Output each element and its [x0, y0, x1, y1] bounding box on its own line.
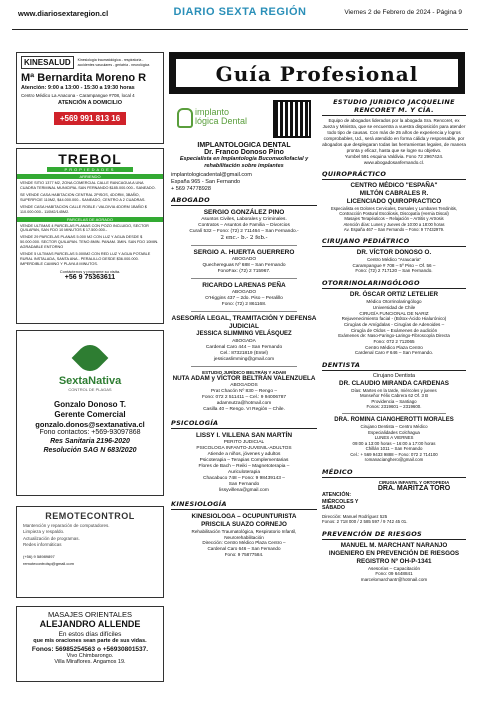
lawyer3-t2: O'Higgins 437 – 2do. Piso – Peralillo: [205, 296, 283, 302]
divider: [342, 413, 446, 414]
lawyer3-name: RICARDO LARENAS PEÑA: [202, 281, 286, 289]
lawyer5-t2: Prat Chacón Nº 830 – Rengo –: [210, 389, 278, 395]
remote-item-3: Actualización de programas.: [23, 535, 80, 541]
otorrino-l6: Cirugía de Oídos – Exámenes de audición: [350, 327, 438, 333]
lawyer4-head: ASESORÍA LEGAL, TRAMITACIÓN Y DEFENSA JUDICIAL: [171, 315, 317, 331]
ad-remotecontrol: [16, 506, 164, 598]
estudio-web[interactable]: www.abogadosanfernando.cl.: [363, 159, 425, 165]
newspaper-title: DIARIO SEXTA REGIÓN: [173, 6, 307, 18]
trebol-listing-4: VENDE ULTIMAS 4 PARCELAS PLANAS CON POZO INCLUIDO, SECTOR QUILAPAN, SAN FDO 10 MINUTOS $ 17.500.000.-: [20, 223, 149, 233]
sextanativa-email[interactable]: gonzalo.donos@sextanativa.cl: [35, 420, 145, 429]
kine-l1: Rehabilitación Traumatológica, Respiratorio Infantil,: [191, 528, 297, 534]
section-prevencion: PREVENCIÓN DE RIESGOS: [322, 530, 466, 540]
implanto-logo: implanto lógica Dental: [195, 107, 248, 127]
lawyer2-t1: ABOGADO: [231, 256, 257, 262]
sextanativa-subtitle: CONTROL DE PLAGAS: [68, 387, 112, 392]
lawyer3-t1: ABOGADO: [231, 290, 257, 296]
dentista2-name: DRA. ROMINA CIANGHEROTTI MORALES: [334, 416, 454, 423]
trebol-subtitle: PROPIEDADES: [47, 167, 133, 172]
lawyer5-name: NUTA ADAM y VÍCTOR BELTRÁN VALENZUELA: [172, 375, 316, 383]
trebol-phone[interactable]: +56 9 75363611: [64, 273, 116, 281]
prev-title: INGENIERO EN PREVENCIÓN DE RIESGOS: [328, 549, 460, 557]
otorrino-l3: CIRUGÍA FUNCIONAL DE NARIZ: [359, 310, 429, 316]
ad-masajes: [16, 606, 164, 682]
masajes-place: Vivo Chimbarongo.: [66, 653, 114, 659]
trebol-strip-arriendo: ARRIENDO: [17, 174, 163, 179]
ad-kinesalud: [16, 52, 164, 144]
psico-l1: PERITO JUDICIAL: [223, 440, 265, 446]
quiro-name3: LICENCIADO QUIROPRACTICO: [346, 198, 442, 205]
trebol-listing-3: VENDE CASA HABITACION CALLE ROBLE / VALDIVIA 4DORM 1BAÑO $ 110.000.000.- 110M2/145M2.: [20, 204, 147, 214]
pedi-l1: Centro Médico "Araucaria": [366, 256, 422, 262]
otorrino-l10: Cardenal Caro # 646 – San Fernando.: [354, 350, 434, 356]
quiro-name: CENTRO MÉDICO "ESPAÑA": [350, 182, 438, 190]
kinesalud-name: Mª Bernardita Moreno R: [21, 72, 147, 84]
medico-tag: CIRUGIA INFANTIL Y ORTOPEDIA: [378, 479, 450, 485]
estudio-address: Yumbel 591 esquina Valdivia. Fono 72 2967424.: [344, 153, 444, 159]
kinesalud-address: Centro Médico La Anacona - Carampangue #708, local 4: [21, 92, 135, 98]
trebol-listing-2: SE VENDE CASA HABITACION CENTRAL 2PISOS, 4DORM, 3BAÑO, SUPERFICIE 110M2, $44.000.000.- SANEADO, CENTRO A 2 CUADRAS.: [20, 192, 146, 202]
masajes-line1: En estos días difíciles: [58, 631, 122, 638]
lawyer1-t4: 2 enc.- b.- 2 feb.-: [220, 234, 268, 241]
sextanativa-role: Gerente Comercial: [54, 410, 126, 419]
lawyer1-t2: Contratos – Asuntos de Familia – Divorcios: [198, 223, 290, 229]
section-medico: MÉDICO: [322, 468, 466, 478]
lawyer2-name: SERGIO A. HUERTA GUERRERO: [193, 248, 295, 256]
sextanativa-name: Gonzalo Donoso T.: [54, 400, 126, 409]
page-header: [12, 4, 468, 30]
dentista-l4: Fonos: 2319601 – 2319600.: [366, 404, 422, 410]
implanto-title: IMPLANTOLOGICA DENTAL: [197, 142, 291, 149]
lawyer4-email[interactable]: jessicaslimming@gmail.com: [213, 356, 275, 362]
prev-email[interactable]: marcelomarchantr@hotmail.com: [360, 577, 428, 582]
implanto-spec: Especialista en Implantología Bucomaxilofacial y rehabilitación sobre implantes: [179, 156, 309, 170]
guia-title: Guía Profesional: [176, 59, 458, 87]
lawyer4-name: JESSICA SLIMMING VELÁSQUEZ: [196, 331, 292, 338]
lawyer5-email[interactable]: adamnutza@hotmail.com: [216, 401, 272, 407]
psico-l5: Flores de Bach – Reiki – Magnetoterapia –: [198, 464, 290, 470]
quiro-name2: MILTÓN CABRALES R.: [359, 190, 429, 198]
masajes-title: MASAJES ORIENTALES: [47, 610, 133, 619]
pedi-l2: Carampangue # 708 – 5º Piso – Of. 56 –: [352, 262, 436, 268]
prev-name: MANUEL M. MARCHANT NARANJO: [340, 541, 448, 549]
kinesalud-hours: Atención: 9:00 a 13:00 - 15:30 a 19:30 horas: [21, 85, 135, 91]
section-estudio-juridico: ESTUDIO JURIDICO JACQUELINE RENCORET M. Y CÍA.: [322, 98, 466, 116]
lawyer1-name: SERGIO GONZÁLEZ PINO: [203, 208, 285, 216]
dentista-l2: Monseñor Félix Cabrera 62 Of. 3 B: [359, 393, 429, 399]
prev-l2: Fono: 09 6448841: [375, 571, 413, 577]
lawyer5-t1: ABOGADOS: [230, 383, 258, 389]
kine-l3: Dirección: Centro Médico Plaza Centro –: [202, 540, 286, 546]
lawyer4-t2: Cardenal Caro 444 – San Fernando: [205, 344, 283, 350]
psico-l2: PSICOLOGA INFANTO-JUVENIL-ADULTOS: [196, 446, 292, 452]
site-url[interactable]: www.diariosextaregion.cl: [18, 9, 109, 18]
trebol-strip-parcelas: PARCELAS DE AGRADO: [17, 217, 163, 222]
masajes-name: ALEJANDRO ALLENDE: [39, 619, 141, 629]
dentista-l3: Providencia – Santiago: [371, 398, 417, 404]
kine-l4: Cardenal Caro 646 – San Fernando: [207, 546, 281, 552]
ad-sextanativa: [16, 330, 164, 496]
lawyer4-t1: ABOGADA: [232, 338, 256, 344]
kinesalud-logo: KINESALUD: [21, 56, 74, 69]
section-psicologia: PSICOLOGÍA: [171, 419, 317, 429]
section-dentista: DENTISTA: [322, 361, 466, 371]
quiro-l4: Av. España 467 – San Fernando – Fono: 9 77432979.: [343, 226, 445, 232]
prev-l1: Asesorías – Capacitación: [367, 565, 421, 571]
remotecontrol-phone[interactable]: (+56) 9 58989897: [23, 554, 55, 560]
lawyer4-t3: Cel.: 87321819 (Entel): [220, 350, 268, 356]
dentista-l1: Días: Martes en la tarde, miércoles y jueves: [351, 387, 437, 393]
divider: [191, 366, 297, 367]
implanto-address: España 965 - San Fernando: [171, 179, 241, 186]
trebol-listing-6: VENDE 5 ULTIMAS PARCELAS 5.000M2 CON RED LUZ Y AGUA POTABLE RURAL INSTALADA, SANTA ANA - PERALILLO DESDE $36.000.000. IMPERDIBLE CAMINO Y PLAYA 8 MINUTOS.: [20, 252, 151, 266]
medico-name: DRA. MARITZA TORO: [377, 485, 451, 493]
dentista2-l1: Cirujano Dentista – Centro Médico: [360, 424, 428, 430]
section-abogado: ABOGADO: [171, 196, 317, 206]
sextanativa-logo: SextaNativa: [58, 375, 122, 387]
dentista-name: DR. CLAUDIO MIRANDA CARDENAS: [339, 380, 449, 388]
pedi-l3: Fono: (72) 2 717120 – San Fernando.: [355, 268, 433, 274]
kinesalud-tagline: Kinesiología traumatológica - respiratoria - accidentes vasculares - geriatría - neurológica: [77, 58, 150, 67]
trebol-logo: TREBOL: [58, 151, 122, 167]
kine-l2: Neurorehabilitación: [224, 534, 264, 540]
psico-l7: Chacabuco 748 – Fono: 9 98439143 –: [203, 476, 285, 482]
lawyer5-t3: Fono: 072 2 511411 – Cel.: 9 94006787: [201, 395, 287, 401]
estudio-desc: Equipo de abogados liderados por la abogada Sra. Rencoret, ex Jueza y Ministra, que se encuentra a vuestra disposición para atender todo tipo de causas. Con más de 25 años de experiencia y logros comprobables, Ud., será atendido en forma cálida y responsable, por abogados que desplegaran todas las herramientas legales, de manera pronta y eficaz, hasta que se logre su objetivo.: [322, 118, 466, 153]
otorrino-l8: Fono: 072 2 712065: [373, 338, 415, 344]
lawyer5-head: ESTUDIO JURÍDICO BELTRÁN Y ADAM: [202, 369, 286, 375]
quiro-l3: Atención días: Lunes y Jueves de 10:00 a 18:00 horas: [343, 221, 445, 227]
right-column: [322, 98, 466, 683]
prev-registro: REGISTRO Nº OH-P-1341: [356, 557, 432, 565]
psico-l4: Psicoterapia – Terapias Complementarias: [199, 458, 289, 464]
otorrino-l9: Centro Médico Plaza Centro: [365, 344, 423, 350]
remotecontrol-email[interactable]: remotecontrolsp@gmail.com: [23, 561, 74, 567]
section-quiropractico: QUIROPRÁCTICO: [322, 170, 466, 180]
remote-item-1: Mantención y reparación de computadores.: [23, 523, 110, 528]
section-cirujano-pediatrico: CIRUJANO PEDIÁTRICO: [322, 237, 466, 247]
otorrino-l2: Universidad de Chile: [372, 304, 416, 310]
ad-trebol: [16, 148, 164, 324]
page-date: Viernes 2 de Febrero de 2024 - Página 9: [344, 9, 462, 16]
masajes-line2: que mis oraciones sean parte de sus vidas.: [33, 638, 147, 644]
otorrino-l1: Médico Otorrinolaringólogo: [366, 299, 422, 305]
sextanativa-phone[interactable]: Fono contactos: +569-93097868: [39, 429, 141, 437]
lawyer3-t3: Fono: (72) 2 861168.: [221, 302, 267, 308]
psico-l8: San Fernando: [228, 482, 260, 488]
dentista2-l5: Chillán 1011 – San Fernando: [365, 446, 423, 452]
leaf-icon: [72, 340, 109, 377]
dentista2-email[interactable]: romanacianghero@gmail.com: [364, 457, 424, 463]
lawyer1-t1: Asuntos Civiles, Laborales y Criminales.: [201, 217, 287, 223]
remote-item-4: Redes informáticas: [23, 541, 62, 547]
qr-code-icon[interactable]: [273, 100, 311, 138]
kine-name2: PRISCILA SUAZO CORNEJO: [201, 520, 287, 528]
medico-attention: ATENCIÓN: MIÉRCOLES Y SÁBADO: [322, 492, 359, 512]
trebol-contact: Contáctenos y programe su visita.: [59, 268, 121, 274]
psico-name: LISSY I. VILLENA SAN MARTÍN: [195, 432, 293, 440]
trebol-listing-1: VENDE SITIO 1377 M2, ZONA COMERCIAL CALLE RANCAGUA A UNA CUADRA TERMINAL MUNICIPAL SAN FERNANDO $185.000.000.- SANEADO.: [20, 181, 156, 190]
masajes-phones[interactable]: Fonos: 56985254563 o +56930801537.: [31, 646, 149, 653]
remotecontrol-logo: REMOTECONTROL: [45, 511, 135, 521]
implanto-email[interactable]: implantologicadental@gmail.com: [171, 172, 252, 179]
pedi-name: DR. VÍCTOR DONOSO O.: [356, 249, 432, 257]
kine-name: KINESIOLOGA – OCUPUNTURISTA: [191, 513, 297, 521]
divider: [191, 311, 297, 312]
sextanativa-res2: Resolución SAG N 683/2020: [43, 446, 137, 454]
medico-address: Dirección: Manuel Rodríguez 525: [322, 513, 388, 519]
lawyer1-t3: Curalí 532 – Fono: (72) 2 711464 – San Fernando.-: [189, 229, 299, 234]
otorrino-l4: Rejuvenecimiento facial - (Bótox-Ácido Hialurónico): [341, 316, 447, 322]
dentista2-l2: Especialidades Colchagua: [368, 429, 420, 435]
divider: [191, 245, 297, 246]
quiro-l1: Especialista en Dolores Cervicales, Dorsales y Lumbares Tendinitis, Contracción Postural Escoliosis, Discopatía (Hernia Discal): [330, 205, 458, 217]
implanto-phone[interactable]: + 569 74778928: [171, 186, 211, 193]
sextanativa-res1: Res Sanitaria 2196-2020: [50, 438, 130, 446]
psico-l3: Atiende a niños, jóvenes y adultos: [207, 452, 281, 458]
masajes-address: Villa Miraflores. Angamos 19.: [54, 659, 126, 665]
lawyer2-t2: Quechereguas Nº 688 – San Fernando: [202, 262, 286, 268]
section-otorrino: OTORRINOLARINGÓLOGO: [322, 279, 466, 289]
implanto-doctor: Dr. Franco Donoso Pino: [204, 149, 284, 156]
tooth-icon: [177, 108, 193, 128]
dentista-role: Cirujano Dentista: [372, 373, 416, 380]
trebol-listing-5: VENDE 29 PARCELAS PLANAS 5.000 M2 CON LUZ Y AGUA DESDE $ 50.000.000. SECTOR QUILAPAN. TENO 8MIN. PANAM. 3MIN. SAN FDO 10MIN. AGRADABLE ENTORNO: [20, 235, 159, 250]
implanto-ad: [171, 98, 317, 140]
quiro-l2: Masajes Terapéuticos – Relajación – Artritis y Artrosis: [344, 216, 444, 222]
divider: [191, 278, 297, 279]
kinesalud-home: ATENCIÓN A DOMICILIO: [58, 99, 122, 106]
section-kinesiologia: KINESIOLOGÍA: [171, 500, 317, 510]
otorrino-l7: Exámenes de: Naso-Faringo-Laringo-Fibroscopía Directa: [338, 333, 450, 339]
guia-banner: [169, 52, 465, 94]
psico-l6: Auriculoterapia: [228, 470, 260, 476]
dentista2-l3: LUNES A VIERNES: [374, 435, 414, 441]
dentista2-l6: Cel.: + 569 9433 9888 – Fono: 072 2 714100: [350, 451, 438, 457]
lawyer2-t3: FonoFax: (72) 2 715967.: [217, 268, 271, 274]
medico-phones: Fonos: 2 718 000 / 2 585 597 / 9 742 45 01.: [322, 519, 408, 525]
middle-column: [171, 98, 317, 683]
otorrino-name: DR. ÓSCAR ORTIZ LETELIER: [349, 291, 439, 299]
kinesalud-phone[interactable]: +569 991 813 16: [54, 112, 126, 125]
dentista2-l4: 09:00 a 13:00 horas – 16:00 a 17:00 horas: [352, 440, 436, 446]
remote-item-2: Limpieza y respaldo.: [23, 529, 65, 535]
kine-l5: Fono: 9 75877584.: [224, 551, 264, 557]
lawyer5-t5: Casilla 40 – Rengo. VI Región – Chile.: [203, 407, 285, 413]
otorrino-l5: Cirugías de Amígdalas - Cirugías de Adenoides –: [343, 321, 445, 327]
psico-email[interactable]: lissyvillena@gmail.com: [219, 488, 269, 494]
